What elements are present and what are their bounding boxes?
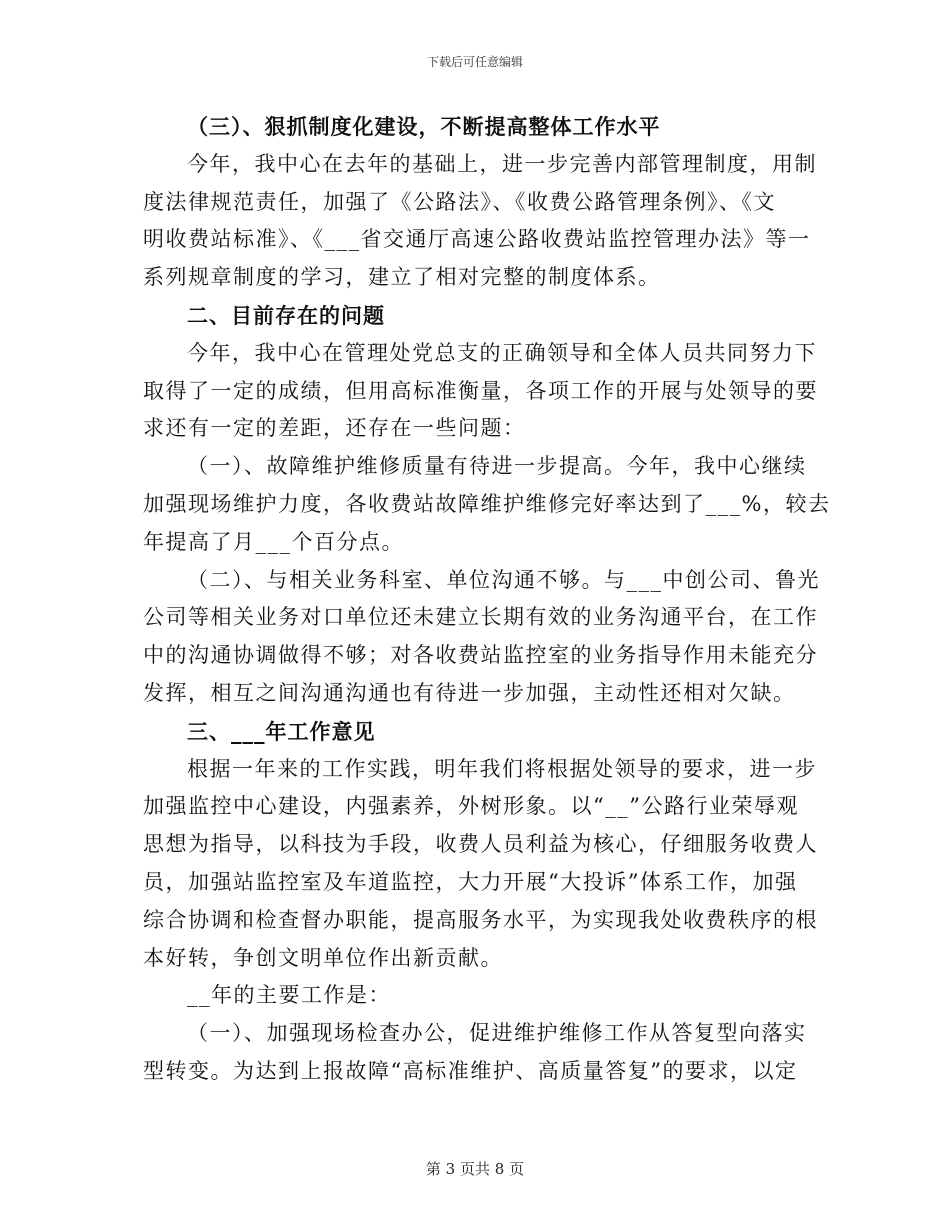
paragraph-line: 求还有一定的差距，还存在一些问题： — [143, 416, 526, 441]
section-heading: 三、___年工作意见 — [187, 718, 376, 744]
paragraph-line: __年的主要工作是： — [187, 983, 391, 1008]
paragraph-line: 思想为指导，以科技为手段，收费人员利益为核心，仔细服务收费人 — [143, 832, 818, 857]
paragraph-line: 取得了一定的成绩，但用高标准衡量，各项工作的开展与处领导的要 — [143, 378, 818, 403]
paragraph-line: （二）、与相关业务科室、单位沟通不够。与___中创公司、鲁光 — [187, 567, 820, 592]
paragraph-line: 今年，我中心在去年的基础上，进一步完善内部管理制度，用制 — [187, 151, 817, 176]
paragraph-line: 加强监控中心建设，内强素养，外树形象。以“__”公路行业荣辱观 — [143, 794, 799, 819]
paragraph-line: 度法律规范责任，加强了《公路法》、《收费公路管理条例》、《文 — [143, 189, 776, 214]
paragraph-line: 员，加强站监控室及车道监控，大力开展“大投诉”体系工作，加强 — [143, 869, 798, 894]
document-body — [143, 108, 831, 1091]
paragraph-line: 根据一年来的工作实践，明年我们将根据处领导的要求，进一步 — [187, 756, 817, 781]
page-number: 第 3 页共 8 页 — [425, 1160, 525, 1178]
paragraph-line: 系列规章制度的学习，建立了相对完整的制度体系。 — [143, 265, 661, 290]
paragraph-line: 发挥，相互之间沟通沟通也有待进一步加强，主动性还相对欠缺。 — [143, 680, 796, 705]
paragraph-line: 型转变。为达到上报故障“高标准维护、高质量答复”的要求，以定 — [143, 1058, 798, 1083]
section-heading: （三）、狠抓制度化建设，不断提高整体工作水平 — [187, 114, 661, 139]
paragraph-line: 公司等相关业务对口单位还未建立长期有效的业务沟通平台，在工作 — [143, 605, 818, 630]
paragraph-line: （一）、故障维护维修质量有待进一步提高。今年，我中心继续 — [187, 454, 807, 479]
paragraph-line: 综合协调和检查督办职能，提高服务水平，为实现我处收费秩序的根 — [143, 907, 818, 932]
page-header-note: 下载后可任意编辑 — [426, 55, 523, 69]
paragraph-line: 中的沟通协调做得不够；对各收费站监控室的业务指导作用未能充分 — [143, 643, 818, 668]
paragraph-line: 加强现场维护力度，各收费站故障维护维修完好率达到了___%，较去 — [143, 491, 831, 516]
paragraph-line: （一）、加强现场检查办公，促进维护维修工作从答复型向落实 — [187, 1021, 807, 1046]
section-heading: 二、目前存在的问题 — [187, 302, 385, 328]
paragraph-line: 明收费站标准》、《___省交通厅高速公路收费站监控管理办法》等一 — [143, 227, 811, 252]
paragraph-line: 今年，我中心在管理处党总支的正确领导和全体人员共同努力下 — [187, 340, 817, 365]
paragraph-line: 本好转，争创文明单位作出新贡献。 — [143, 945, 503, 970]
paragraph-line: 年提高了月___个百分点。 — [143, 529, 404, 554]
